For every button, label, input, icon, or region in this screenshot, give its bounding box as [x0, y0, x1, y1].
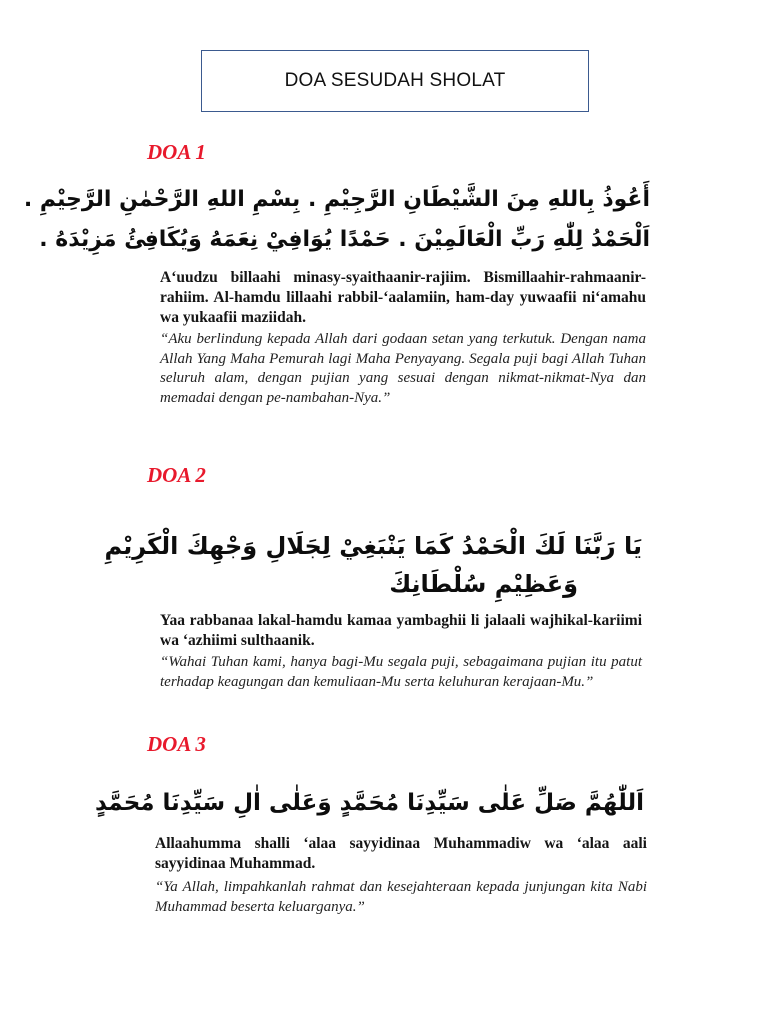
prayer-3-heading: DOA 3: [147, 732, 206, 756]
prayer-1-meaning: “Aku berlindung kepada Allah dari godaan setan yang terkutuk. Dengan nama Allah Yang Maha Pemurah lagi Maha Penyayang. Segala puji bagi Allah Tuhan seluruh alam, dengan pujian yang sesuai dengan nikmat-nikmat-Nya dan memadai dengan pe-nambahan-Nya.”: [160, 331, 646, 406]
prayer-3-arabic-line-1: اَللّٰهُمَّ صَلِّ عَلٰى سَيِّدِنَا مُحَمَّدٍ وَعَلٰى اٰلِ سَيِّدِنَا مُحَمَّدٍ: [95, 790, 644, 816]
prayer-2-heading: DOA 2: [147, 463, 206, 487]
prayer-3-meaning: “Ya Allah, limpahkanlah rahmat dan kesejahteraan kepada junjungan kita Nabi Muhammad beserta keluarganya.”: [155, 879, 647, 915]
prayer-2-transliteration: Yaa rabbanaa lakal-hamdu kamaa yambaghii li jalaali wajhikal-kariimi wa ‘azhiimi sulthaanik.: [160, 612, 642, 649]
prayer-2-meaning: “Wahai Tuhan kami, hanya bagi-Mu segala puji, sebagaimana pujian itu patut terhadap keagungan dan kemuliaan-Mu serta keluhuran kerajaan-Mu.”: [160, 654, 642, 690]
prayer-1-transliteration: A‘uudzu billaahi minasy-syaithaanir-rajiim. Bismillaahir-rahmaanir-rahiim. Al-hamdu lillaahi rabbil-‘aalamiin, ham-day yuwaafii ni‘amahu wa yukaafii maziidah.: [160, 269, 646, 326]
prayer-2-arabic-line-1: يَا رَبَّنَا لَكَ الْحَمْدُ كَمَا يَنْبَغِيْ لِجَلَالِ وَجْهِكَ الْكَرِيْمِ: [104, 532, 642, 560]
document-title-box: [201, 50, 589, 112]
prayer-2-arabic-line-2: وَعَظِيْمِ سُلْطَانِكَ: [389, 570, 578, 598]
prayer-1-arabic-line-1: أَعُوذُ بِاللهِ مِنَ الشَّيْطَانِ الرَّجِيْمِ . بِسْمِ اللهِ الرَّحْمٰنِ الرَّحِيْمِ .: [23, 187, 650, 212]
prayer-1-arabic-line-2: اَلْحَمْدُ لِلّٰهِ رَبِّ الْعَالَمِيْنَ . حَمْدًا يُوَافِيْ نِعَمَهُ وَيُكَافِئُ مَزِيْدَهُ .: [39, 227, 650, 252]
prayer-1-heading: DOA 1: [147, 140, 206, 164]
document-title: DOA SESUDAH SHOLAT: [284, 70, 506, 91]
prayer-3-transliteration: Allaahumma shalli ‘alaa sayyidinaa Muhammadiw wa ‘alaa aali sayyidinaa Muhammad.: [155, 835, 647, 872]
